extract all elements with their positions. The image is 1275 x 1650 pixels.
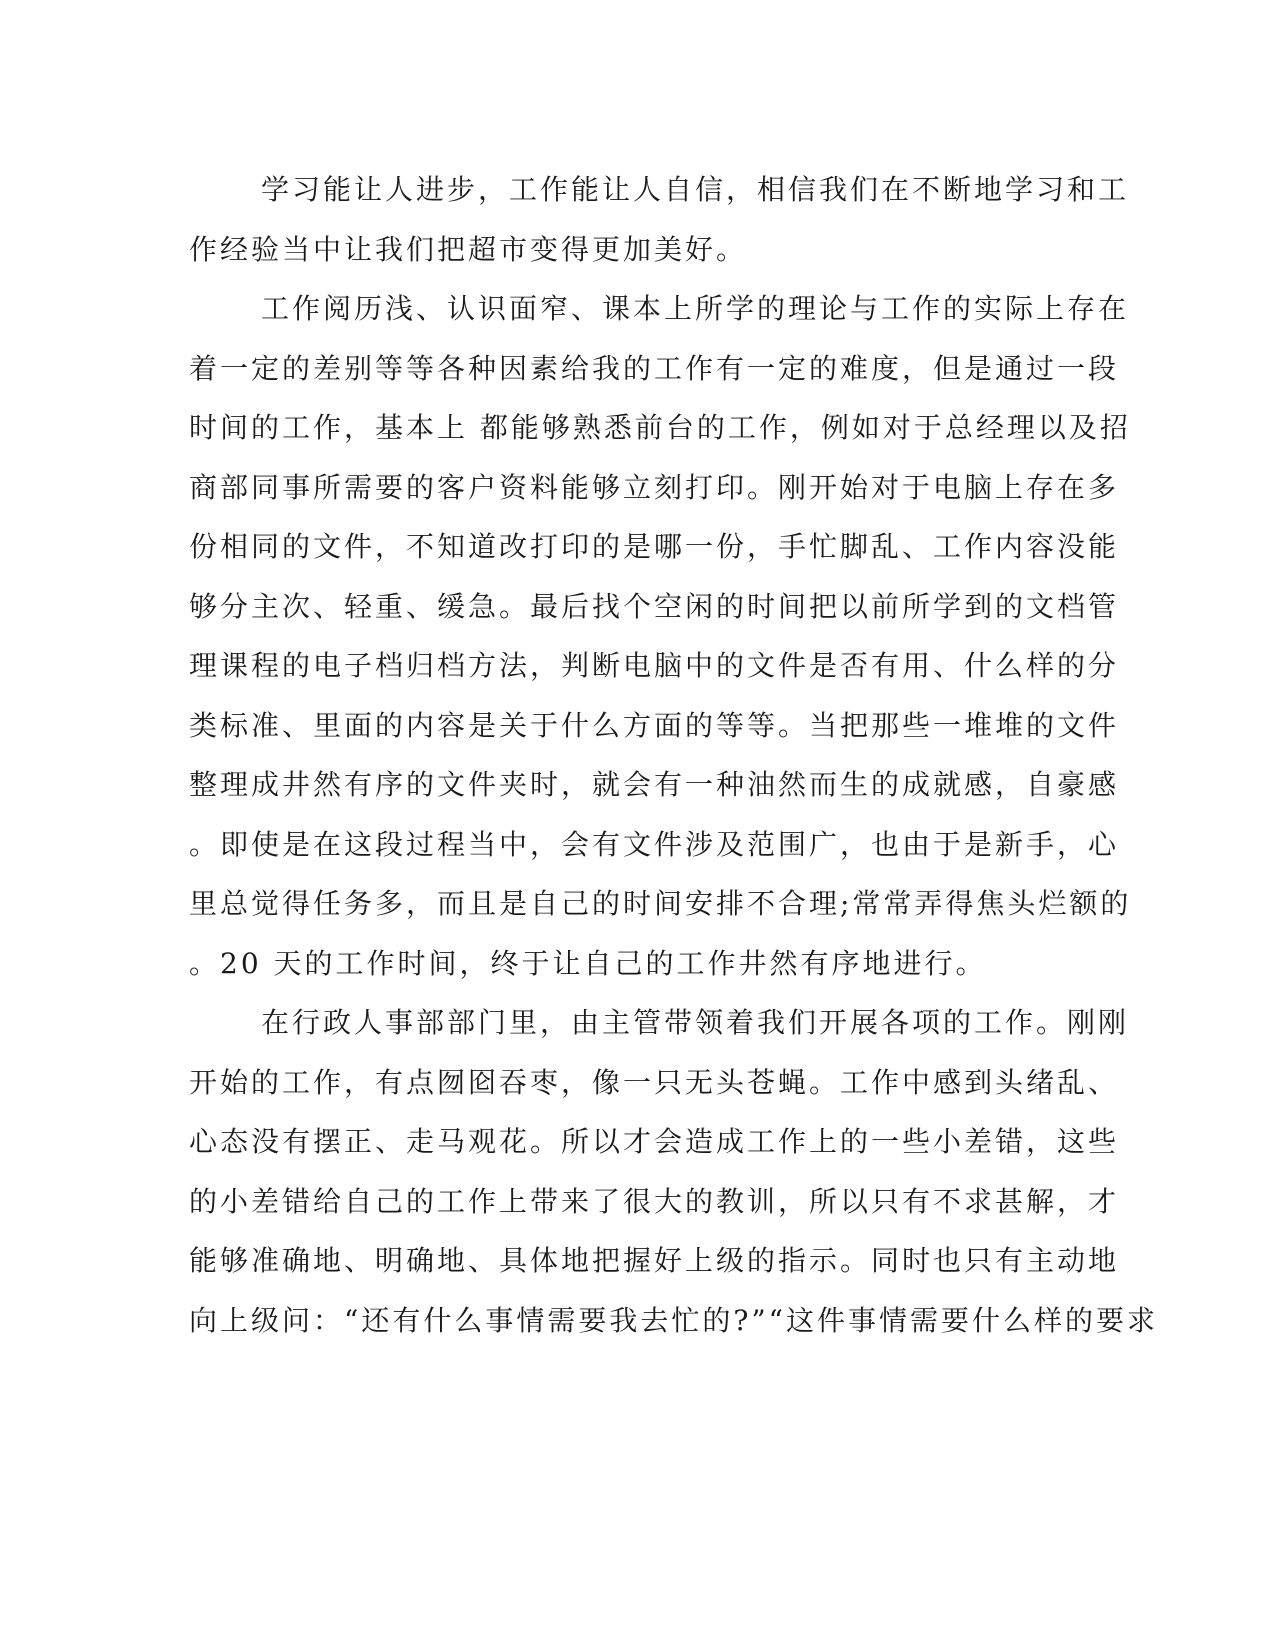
- text-line: 能够准确地、明确地、具体地把握好上级的指示。同时也只有主动地: [189, 1244, 1120, 1277]
- text-line: 份相同的文件，不知道改打印的是哪一份，手忙脚乱、工作内容没能: [189, 530, 1120, 563]
- text-line: 。20 天的工作时间，终于让自己的工作井然有序地进行。: [189, 946, 987, 980]
- document-body: [189, 160, 1158, 1350]
- text-line: 作经验当中让我们把超市变得更加美好。: [189, 232, 748, 266]
- text-line: 着一定的差别等等各种因素给我的工作有一定的难度，但是通过一段: [189, 351, 1120, 385]
- text-line: 里总觉得任务多，而且是自己的时间安排不合理;常常弄得焦头烂额的: [189, 887, 1132, 920]
- text-line: 够分主次、轻重、缓急。最后找个空闲的时间把以前所学到的文档管: [189, 589, 1120, 623]
- text-line: 商部同事所需要的客户资料能够立刻打印。刚开始对于电脑上存在多: [189, 470, 1120, 504]
- text-line: 心态没有摆正、走马观花。所以才会造成工作上的一些小差错，这些: [189, 1125, 1120, 1158]
- text-line: 工作阅历浅、认识面窄、课本上所学的理论与工作的实际上存在: [261, 292, 1130, 325]
- text-line: 类标准、里面的内容是关于什么方面的等等。当把那些一堆堆的文件: [189, 708, 1120, 742]
- paragraph-1: [189, 160, 1130, 279]
- text-line: 理课程的电子档归档方法，判断电脑中的文件是否有用、什么样的分: [189, 649, 1120, 682]
- text-line: 时间的工作，基本上 都能够熟悉前台的工作，例如对于总经理以及招: [189, 411, 1131, 444]
- text-line: 向上级问：“还有什么事情需要我去忙的?”“这件事情需要什么样的要求: [189, 1303, 1158, 1337]
- text-line: 开始的工作，有点囫囵吞枣，像一只无头苍蝇。工作中感到头绪乱、: [189, 1065, 1120, 1099]
- text-line: 。即使是在这段过程当中，会有文件涉及范围广，也由于是新手，心: [189, 827, 1120, 861]
- text-line: 整理成井然有序的文件夹时，就会有一种油然而生的成就感，自豪感: [189, 768, 1120, 801]
- text-line: 学习能让人进步，工作能让人自信，相信我们在不断地学习和工: [261, 173, 1130, 206]
- paragraph-2: [189, 279, 1132, 993]
- text-line: 的小差错给自己的工作上带来了很大的教训，所以只有不求甚解，才: [189, 1184, 1120, 1218]
- paragraph-3: [189, 993, 1158, 1350]
- text-line: 在行政人事部部门里，由主管带领着我们开展各项的工作。刚刚: [261, 1006, 1130, 1039]
